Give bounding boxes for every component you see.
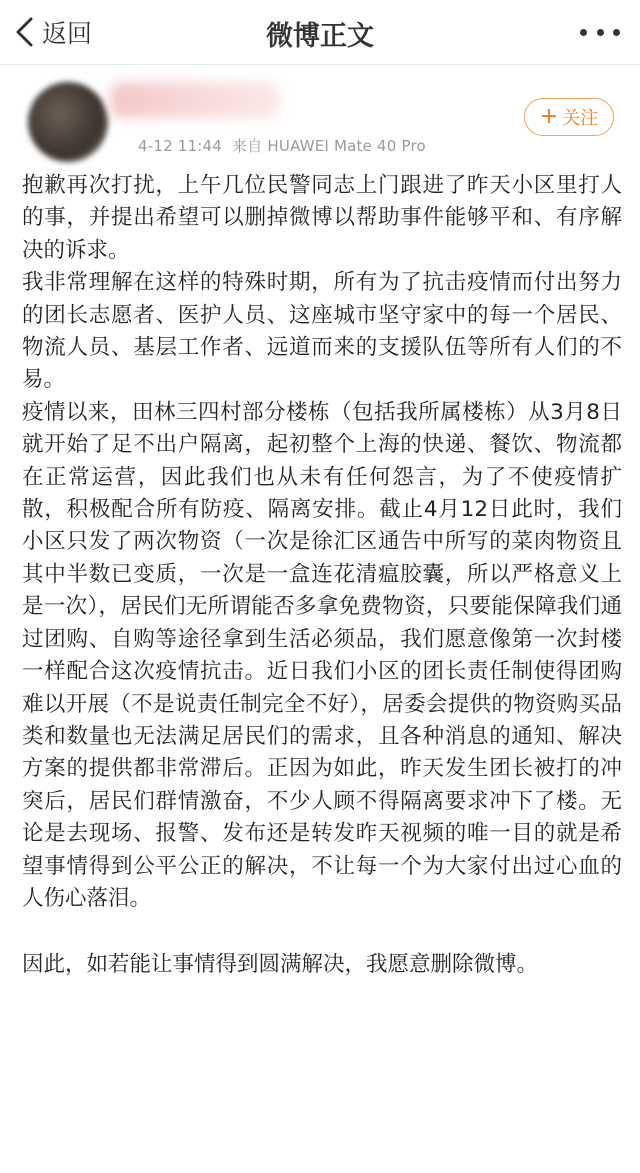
dot xyxy=(613,29,620,36)
post-paragraph: 疫情以来，田林三四村部分楼栋（包括我所属楼栋）从3月8日就开始了足不出户隔离，起初整个上海的快递、餐饮、物流都在正常运营，因此我们也从未有任何怨言，为了不使疫情扩散，积极配合所有防疫、隔离安排。截止4月12日此时，我们小区只发了两次物资（一次是徐汇区通告中所写的菜肉物资且其中半数已变质，一次是一盒连花清瘟胶囊，所以严格意义上是一次），居民们无所谓能否多拿免费物资，只要能保障我们通过团购、自购等途径拿到生活必须品，我们愿意像第一次封楼一样配合这次疫情抗击。近日我们小区的团长责任制使得团购难以开展（不是说责任制完全不好），居委会提供的物资购买品类和数量也无法满足居民们的需求，且各种消息的通知、解决方案的提供都非常滞后。正因为如此，昨天发生团长被打的冲突后，居民们群情激奋，不少人顾不得隔离要求冲下了楼。无论是去现场、报警、发布还是转发昨天视频的唯一目的就是希望事情得到公平公正的解决，不让每一个为大家付出过心血的人伤心落泪。 xyxy=(22,399,622,911)
back-label: 返回 xyxy=(42,19,93,48)
plus-icon: + xyxy=(539,104,559,129)
post-paragraph: 我非常理解在这样的特殊时期，所有为了抗击疫情而付出努力的团长志愿者、医护人员、这座城市坚守家中的每一个居民、物流人员、基层工作者、远道而来的支援队伍等所有人们的不易。 xyxy=(22,270,622,393)
post-meta xyxy=(138,135,426,156)
post-source: 来自 HUAWEI Mate 40 Pro xyxy=(232,137,426,155)
follow-button[interactable] xyxy=(524,98,614,136)
page-title: 微博正文 xyxy=(266,21,374,52)
nav-bar xyxy=(0,0,640,65)
post-time: 4-12 11:44 xyxy=(138,137,223,155)
avatar[interactable] xyxy=(28,82,108,162)
post-header xyxy=(0,64,640,164)
post-paragraph: 抱歉再次打扰，上午几位民警同志上门跟进了昨天小区里打人的事，并提出希望可以删掉微博以帮助事件能够平和、有序解决的诉求。 xyxy=(22,173,622,263)
username-redacted[interactable] xyxy=(110,82,280,118)
follow-label: 关注 xyxy=(562,108,599,129)
post-paragraph: 因此，如若能让事情得到圆满解决，我愿意删除微博。 xyxy=(22,952,539,978)
dot xyxy=(597,29,604,36)
dot xyxy=(580,29,587,36)
more-dots-icon[interactable] xyxy=(580,20,620,44)
post-content xyxy=(22,170,622,982)
